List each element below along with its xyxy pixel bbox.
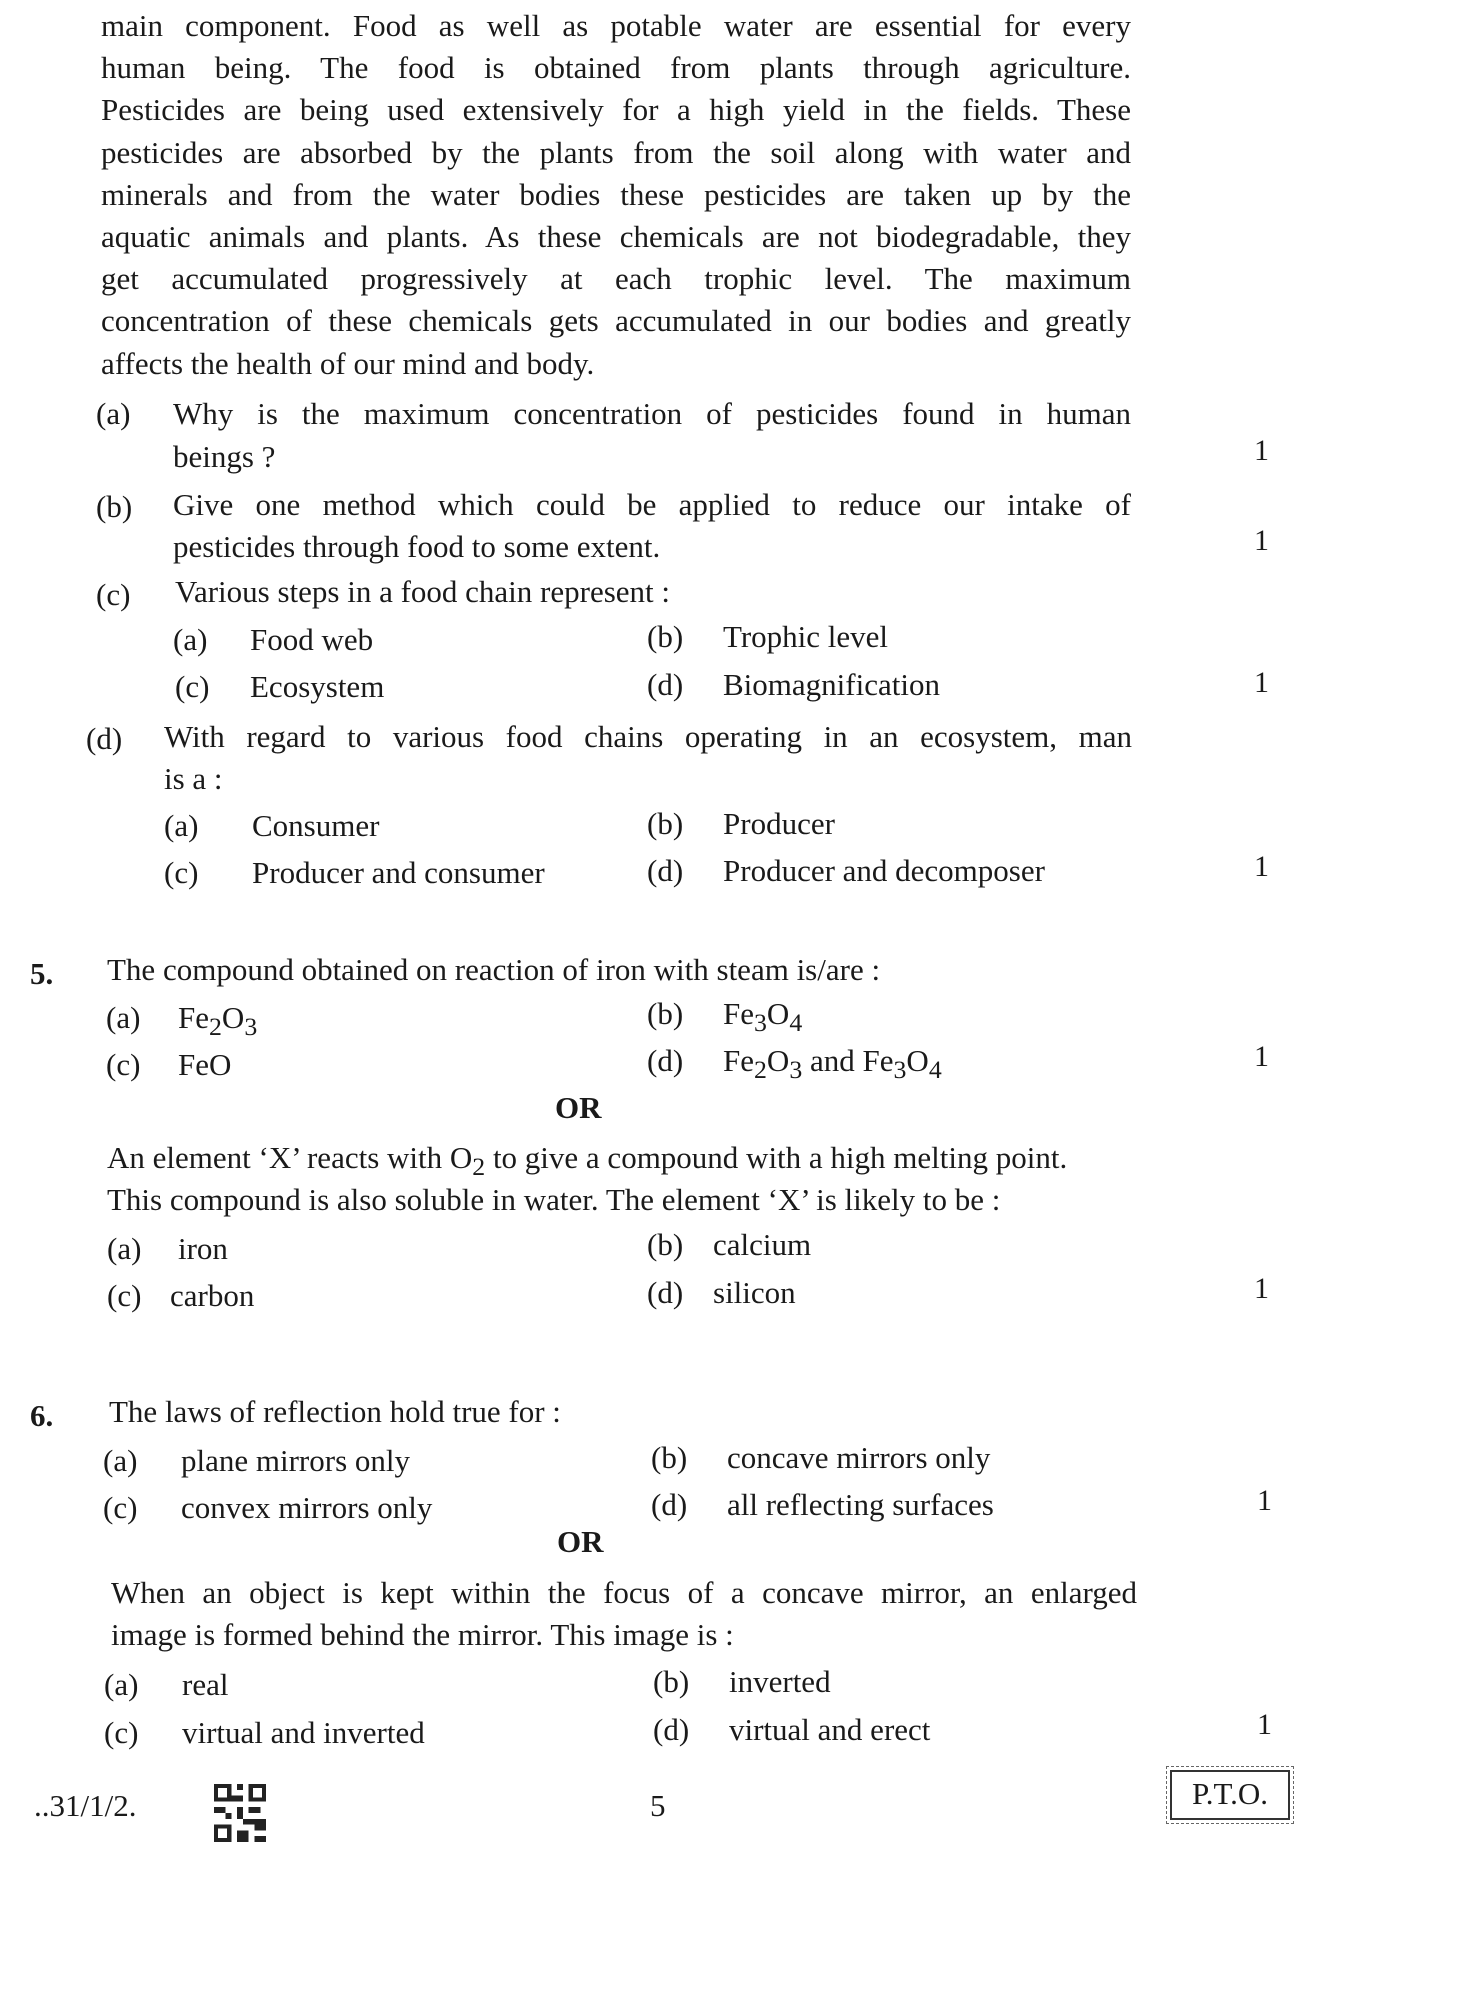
option-label: (c) xyxy=(107,1278,142,1313)
q4b-text: Give one method which could be applied to reduce our intake of xyxy=(173,487,1131,522)
q5-question: The compound obtained on reaction of iron with steam is/are : xyxy=(107,952,881,987)
option-text: calcium xyxy=(713,1227,812,1262)
passage-line: main component. Food as well as potable water are essential for every xyxy=(101,8,1131,43)
passage-line: concentration of these chemicals gets accumulated in our bodies and greatly xyxy=(101,303,1131,339)
pto-box: P.T.O. xyxy=(1170,1770,1290,1820)
option-text: Consumer xyxy=(252,808,380,843)
option-label: (d) xyxy=(647,1275,684,1310)
q4d-text: With regard to various food chains operating in an ecosystem, man xyxy=(164,719,1132,754)
option-text: Biomagnification xyxy=(723,667,940,702)
option-text: virtual and inverted xyxy=(182,1715,425,1750)
option-text: plane mirrors only xyxy=(181,1443,411,1478)
option-text: silicon xyxy=(713,1275,796,1310)
qr-code-icon xyxy=(213,1784,267,1842)
q4c-label: (c) xyxy=(96,577,131,612)
q4d-label: (d) xyxy=(86,721,123,756)
option-label: (b) xyxy=(647,996,684,1031)
page-number: 5 xyxy=(650,1788,666,1823)
option-label: (a) xyxy=(173,622,208,657)
q4a-text: Why is the maximum concentration of pesticides found in human xyxy=(173,396,1131,431)
option-text: inverted xyxy=(729,1664,831,1699)
q4d-marks: 1 xyxy=(1254,850,1269,883)
option-label: (b) xyxy=(653,1664,690,1699)
q6-alt-question-cont: image is formed behind the mirror. This image is : xyxy=(111,1617,734,1652)
passage-line: affects the health of our mind and body. xyxy=(101,345,595,381)
question-number: 6. xyxy=(30,1398,54,1433)
q6-alt-marks: 1 xyxy=(1257,1708,1272,1741)
option-text: all reflecting surfaces xyxy=(727,1487,994,1522)
paper-code: ..31/1/2. xyxy=(34,1788,137,1823)
q4a-label: (a) xyxy=(96,396,131,431)
q4c-marks: 1 xyxy=(1254,666,1269,699)
option-label: (b) xyxy=(647,1227,684,1262)
option-label: (c) xyxy=(164,855,199,890)
q4b-label: (b) xyxy=(96,489,133,524)
passage-line: Pesticides are being used extensively for a high yield in the fields. These xyxy=(101,92,1131,128)
option-label: (b) xyxy=(647,619,684,654)
q4b-marks: 1 xyxy=(1254,524,1269,557)
option-text: real xyxy=(182,1667,229,1702)
option-text: $Fe_2O_3$ and $Fe_3O_4$ xyxy=(723,1043,942,1085)
option-text: $Fe_2O_3$ xyxy=(178,1000,258,1042)
q5-alt-marks: 1 xyxy=(1254,1272,1269,1305)
passage-line: minerals and from the water bodies these pesticides are taken up by the xyxy=(101,176,1131,212)
option-label: (a) xyxy=(107,1231,142,1266)
option-label: (d) xyxy=(647,853,684,888)
passage-line: pesticides are absorbed by the plants from the soil along with water and xyxy=(101,134,1131,170)
option-label: (a) xyxy=(103,1443,138,1478)
q4a-text-cont: beings ? xyxy=(173,439,276,474)
option-text: concave mirrors only xyxy=(727,1440,991,1475)
q6-alt-question: When an object is kept within the focus of a concave mirror, an enlarged xyxy=(111,1575,1137,1610)
option-label: (d) xyxy=(647,667,684,702)
option-text: Food web xyxy=(250,622,374,657)
option-text: Producer xyxy=(723,806,835,841)
option-label: (a) xyxy=(164,808,199,843)
or-separator: OR xyxy=(555,1090,602,1125)
option-label: (c) xyxy=(106,1047,141,1082)
option-text: Producer and consumer xyxy=(252,855,545,890)
option-label: (a) xyxy=(106,1000,141,1035)
option-text: Ecosystem xyxy=(250,669,385,704)
option-label: (c) xyxy=(103,1490,138,1525)
or-separator: OR xyxy=(557,1524,604,1559)
option-label: (d) xyxy=(653,1712,690,1747)
option-text: Producer and decomposer xyxy=(723,853,1045,888)
passage xyxy=(101,5,1131,385)
passage-line: get accumulated progressively at each trophic level. The maximum xyxy=(101,261,1131,297)
option-label: (a) xyxy=(104,1667,139,1702)
option-label: (d) xyxy=(651,1487,688,1522)
option-label: (b) xyxy=(647,806,684,841)
option-text: Trophic level xyxy=(723,619,889,654)
q6-question: The laws of reflection hold true for : xyxy=(109,1394,561,1429)
option-label: (b) xyxy=(651,1440,688,1475)
q4a-marks: 1 xyxy=(1254,434,1269,467)
passage-line: human being. The food is obtained from plants through agriculture. xyxy=(101,50,1131,86)
passage-line: aquatic animals and plants. As these chemicals are not biodegradable, they xyxy=(101,219,1131,255)
q5-marks: 1 xyxy=(1254,1040,1269,1073)
q4c-text: Various steps in a food chain represent : xyxy=(175,574,671,609)
q5-alt-question-cont: This compound is also soluble in water. The element ‘X’ is likely to be : xyxy=(107,1182,1001,1217)
option-text: iron xyxy=(178,1231,228,1266)
q4b-text-cont: pesticides through food to some extent. xyxy=(173,529,661,564)
option-text: convex mirrors only xyxy=(181,1490,433,1525)
q5-alt-question: An element ‘X’ reacts with $O_2$ to give a compound with a high melting point. xyxy=(107,1140,1068,1182)
option-text: $Fe_3O_4$ xyxy=(723,996,803,1038)
option-text: virtual and erect xyxy=(729,1712,931,1747)
option-text: FeO xyxy=(178,1047,232,1082)
question-number: 5. xyxy=(30,956,54,991)
option-label: (c) xyxy=(104,1715,139,1750)
option-label: (d) xyxy=(647,1043,684,1078)
option-label: (c) xyxy=(175,669,210,704)
q6-marks: 1 xyxy=(1257,1484,1272,1517)
option-text: carbon xyxy=(170,1278,255,1313)
q4d-text-cont: is a : xyxy=(164,761,223,796)
